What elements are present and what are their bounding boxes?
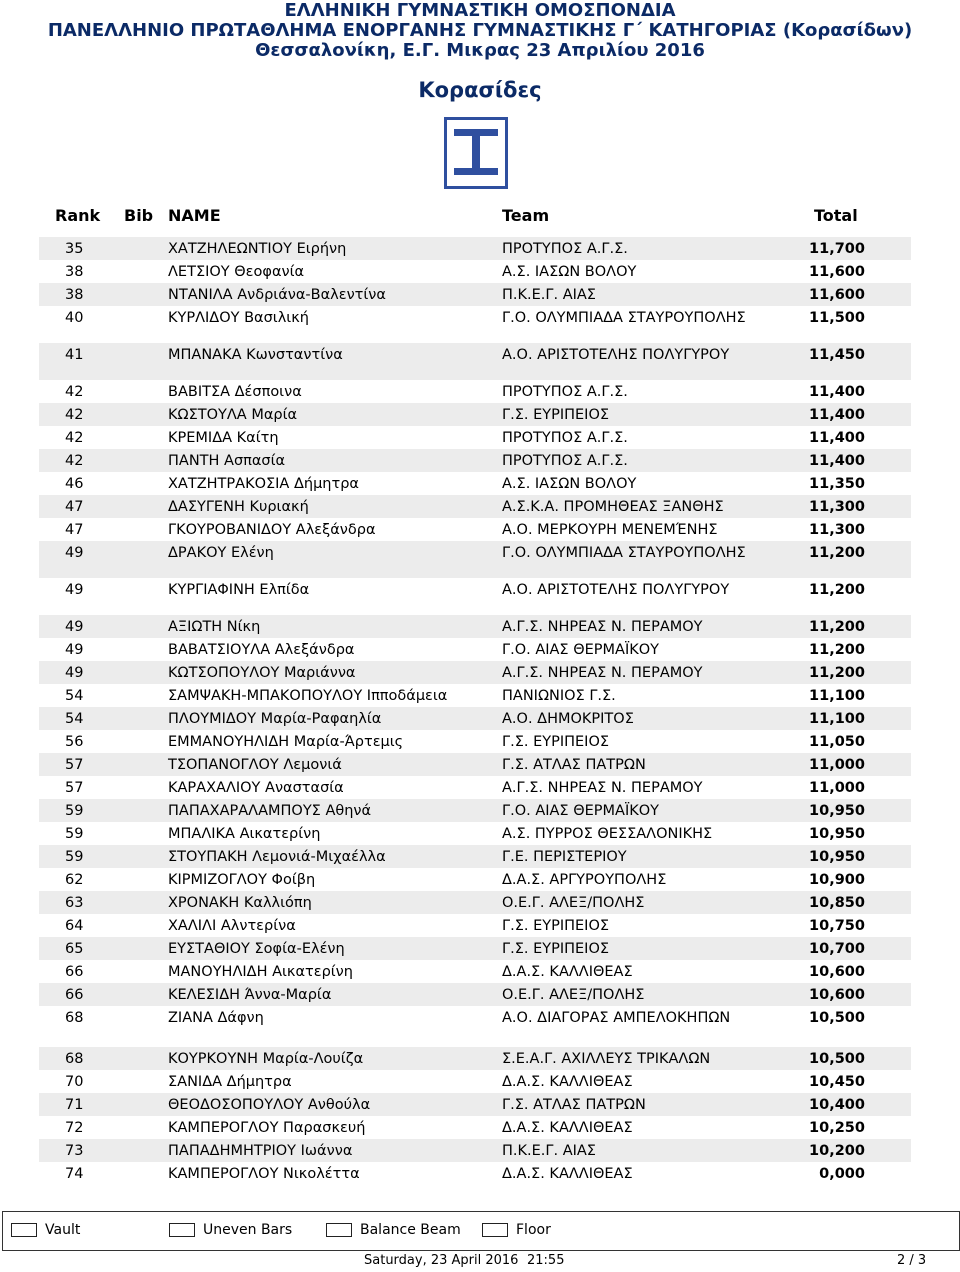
footer-date: Saturday, 23 April 2016 (364, 1253, 519, 1268)
footer-time: 21:55 (527, 1253, 565, 1268)
table-row (39, 1006, 911, 1047)
team-cell: ΠΑΝΙΩΝΙΟΣ Γ.Σ. (502, 688, 616, 704)
name-cell: ΠΑΠΑΔΗΜΗΤΡΙΟΥ Ιωάννα (168, 1143, 353, 1159)
rank-cell: 49 (65, 642, 84, 658)
rank-cell: 49 (65, 545, 84, 561)
column-header-rank: Rank (55, 206, 101, 225)
table-row (39, 306, 911, 343)
team-cell: Γ.Σ. ΕΥΡΙΠΕΙΟΣ (502, 918, 610, 934)
team-cell: ΠΡΟΤΥΠΟΣ Α.Γ.Σ. (502, 430, 628, 446)
table-row (39, 380, 911, 403)
name-cell: ΝΤΑΝΙΛΑ Ανδριάνα-Βαλεντίνα (168, 287, 386, 303)
rank-cell: 68 (65, 1010, 84, 1026)
table-row (39, 1139, 911, 1162)
championship-title: ΠΑΝΕΛΛΗΝΙΟ ΠΡΩΤΑΘΛΗΜΑ ΕΝΟΡΓΑΝΗΣ ΓΥΜΝΑΣΤΙΚΗΣ Γ΄ ΚΑΤΗΓΟΡΙΑΣ (Κορασίδων) (47, 20, 913, 41)
table-row (39, 1047, 911, 1070)
total-cell: 0,000 (819, 1166, 865, 1182)
rank-cell: 42 (65, 384, 84, 400)
results-table (39, 237, 911, 1185)
total-cell: 10,850 (809, 895, 865, 911)
name-cell: ΤΣΟΠΑΝΟΓΛΟΥ Λεμονιά (168, 757, 342, 773)
legend-swatch (326, 1223, 352, 1237)
table-row (39, 541, 911, 578)
name-cell: ΓΚΟΥΡΟΒΑΝΙΔΟΥ Αλεξάνδρα (168, 522, 376, 538)
rank-cell: 35 (65, 241, 84, 257)
total-cell: 11,300 (809, 522, 865, 538)
total-cell: 11,200 (809, 545, 865, 561)
table-row (39, 237, 911, 260)
team-cell: Γ.Σ. ΑΤΛΑΣ ΠΑΤΡΩΝ (502, 1097, 646, 1113)
rank-cell: 47 (65, 499, 84, 515)
table-row (39, 868, 911, 891)
table-row (39, 661, 911, 684)
venue-date: Θεσσαλονίκη, Ε.Γ. Μικρας 23 Απριλίου 2016 (255, 40, 705, 61)
team-cell: Α.Σ.Κ.Α. ΠΡΟΜΗΘΕΑΣ ΞΑΝΘΗΣ (502, 499, 724, 515)
rank-cell: 62 (65, 872, 84, 888)
table-row (39, 449, 911, 472)
team-cell: ΠΡΟΤΥΠΟΣ Α.Γ.Σ. (502, 453, 628, 469)
total-cell: 11,050 (809, 734, 865, 750)
rank-cell: 49 (65, 582, 84, 598)
team-cell: Α.Σ. ΙΑΣΩΝ ΒΟΛΟΥ (502, 264, 637, 280)
total-cell: 11,000 (809, 780, 865, 796)
total-cell: 11,500 (809, 310, 865, 326)
table-row (39, 845, 911, 868)
legend-label: Vault (45, 1222, 81, 1238)
column-header-team: Team (502, 206, 550, 225)
total-cell: 10,500 (809, 1010, 865, 1026)
rank-cell: 42 (65, 430, 84, 446)
name-cell: ΣΑΝΙΔΑ Δήμητρα (168, 1074, 292, 1090)
team-cell: ΠΡΟΤΥΠΟΣ Α.Γ.Σ. (502, 241, 628, 257)
rank-cell: 66 (65, 964, 84, 980)
total-cell: 11,000 (809, 757, 865, 773)
name-cell: ΚΙΡΜΙΖΟΓΛΟΥ Φοίβη (168, 872, 316, 888)
name-cell: ΧΑΛΙΛΙ Αλντερίνα (168, 918, 296, 934)
table-row (39, 1070, 911, 1093)
team-cell: Γ.Ε. ΠΕΡΙΣΤΕΡΙΟΥ (502, 849, 627, 865)
legend-item-uneven-bars (169, 1222, 292, 1238)
legend-item-vault (11, 1222, 80, 1238)
table-row (39, 472, 911, 495)
table-row (39, 578, 911, 615)
total-cell: 11,200 (809, 642, 865, 658)
category-title: Κορασίδες (418, 78, 542, 102)
rank-cell: 38 (65, 287, 84, 303)
total-cell: 10,700 (809, 941, 865, 957)
table-row (39, 891, 911, 914)
rank-cell: 68 (65, 1051, 84, 1067)
total-cell: 10,750 (809, 918, 865, 934)
table-row (39, 1093, 911, 1116)
name-cell: ΕΜΜΑΝΟΥΗΛΙΔΗ Μαρία-Άρτεμις (168, 734, 404, 750)
rank-cell: 54 (65, 711, 84, 727)
total-cell: 11,350 (809, 476, 865, 492)
table-row (39, 518, 911, 541)
name-cell: ΕΥΣΤΑΘΙΟΥ Σοφία-Ελένη (168, 941, 345, 957)
team-cell: Α.Γ.Σ. ΝΗΡΕΑΣ Ν. ΠΕΡΑΜΟΥ (502, 780, 703, 796)
apparatus-logo-icon (444, 117, 508, 189)
team-cell: Γ.Σ. ΕΥΡΙΠΕΙΟΣ (502, 734, 610, 750)
table-row (39, 403, 911, 426)
name-cell: ΜΑΝΟΥΗΛΙΔΗ Αικατερίνη (168, 964, 353, 980)
team-cell: Δ.Α.Σ. ΚΑΛΛΙΘΕΑΣ (502, 964, 633, 980)
name-cell: ΧΑΤΖΗΛΕΩΝΤΙΟΥ Ειρήνη (168, 241, 347, 257)
table-row (39, 822, 911, 845)
team-cell: Γ.Σ. ΕΥΡΙΠΕΙΟΣ (502, 407, 610, 423)
table-row (39, 1162, 911, 1185)
team-cell: Γ.Ο. ΑΙΑΣ ΘΕΡΜΑΪΚΟΥ (502, 642, 660, 658)
apparatus-legend (2, 1211, 960, 1251)
team-cell: Γ.Ο. ΑΙΑΣ ΘΕΡΜΑΪΚΟΥ (502, 803, 660, 819)
name-cell: ΠΛΟΥΜΙΔΟΥ Μαρία-Ραφαηλία (168, 711, 382, 727)
name-cell: ΚΟΥΡΚΟΥΝΗ Μαρία-Λουίζα (168, 1051, 364, 1067)
name-cell: ΔΡΑΚΟΥ Ελένη (168, 545, 274, 561)
legend-label: Uneven Bars (203, 1222, 293, 1238)
team-cell: Π.Κ.Ε.Γ. ΑΙΑΣ (502, 1143, 596, 1159)
rank-cell: 42 (65, 453, 84, 469)
rank-cell: 42 (65, 407, 84, 423)
name-cell: ΣΑΜΨΑΚΗ-ΜΠΑΚΟΠΟΥΛΟΥ Ιπποδάμεια (168, 688, 448, 704)
table-row (39, 730, 911, 753)
footer-page: 2 / 3 (897, 1253, 927, 1268)
table-row (39, 776, 911, 799)
team-cell: Γ.Σ. ΕΥΡΙΠΕΙΟΣ (502, 941, 610, 957)
name-cell: ΖΙΑΝΑ Δάφνη (168, 1010, 264, 1026)
team-cell: Δ.Α.Σ. ΚΑΛΛΙΘΕΑΣ (502, 1120, 633, 1136)
team-cell: Α.Ο. ΑΡΙΣΤΟΤΕΛΗΣ ΠΟΛΥΓΥΡΟΥ (502, 582, 730, 598)
table-row (39, 426, 911, 449)
total-cell: 10,950 (809, 826, 865, 842)
name-cell: ΠΑΠΑΧΑΡΑΛΑΜΠΟΥΣ Αθηνά (168, 803, 372, 819)
table-row (39, 937, 911, 960)
rank-cell: 56 (65, 734, 84, 750)
table-row (39, 914, 911, 937)
rank-cell: 66 (65, 987, 84, 1003)
table-row (39, 753, 911, 776)
name-cell: ΚΥΡΛΙΔΟΥ Βασιλική (168, 310, 309, 326)
rank-cell: 74 (65, 1166, 84, 1182)
total-cell: 11,600 (809, 264, 865, 280)
total-cell: 10,500 (809, 1051, 865, 1067)
federation-title: ΕΛΛΗΝΙΚΗ ΓΥΜΝΑΣΤΙΚΗ ΟΜΟΣΠΟΝΔΙΑ (284, 0, 676, 21)
team-cell: Α.Ο. ΔΙΑΓΟΡΑΣ ΑΜΠΕΛΟΚΗΠΩΝ (502, 1010, 731, 1026)
team-cell: ΠΡΟΤΥΠΟΣ Α.Γ.Σ. (502, 384, 628, 400)
name-cell: ΧΡΟΝΑΚΗ Καλλιόπη (168, 895, 312, 911)
table-row (39, 615, 911, 638)
total-cell: 11,400 (809, 453, 865, 469)
team-cell: Α.Γ.Σ. ΝΗΡΕΑΣ Ν. ΠΕΡΑΜΟΥ (502, 665, 703, 681)
legend-swatch (11, 1223, 37, 1237)
total-cell: 10,450 (809, 1074, 865, 1090)
rank-cell: 57 (65, 780, 84, 796)
table-row (39, 983, 911, 1006)
rank-cell: 71 (65, 1097, 84, 1113)
team-cell: Α.Ο. ΜΕΡΚΟΥΡΗ ΜΕΝΕΜΈΝΗΣ (502, 522, 718, 538)
name-cell: ΛΕΤΣΙΟΥ Θεοφανία (168, 264, 305, 280)
name-cell: ΠΑΝΤΗ Ασπασία (168, 453, 286, 469)
team-cell: Π.Κ.Ε.Γ. ΑΙΑΣ (502, 287, 596, 303)
legend-label: Floor (516, 1222, 551, 1238)
rank-cell: 64 (65, 918, 84, 934)
total-cell: 10,200 (809, 1143, 865, 1159)
column-header-name: NAME (168, 206, 221, 225)
team-cell: Α.Γ.Σ. ΝΗΡΕΑΣ Ν. ΠΕΡΑΜΟΥ (502, 619, 703, 635)
name-cell: ΘΕΟΔΟΣΟΠΟΥΛΟΥ Ανθούλα (168, 1097, 371, 1113)
total-cell: 10,950 (809, 803, 865, 819)
name-cell: ΚΕΛΕΣΙΔΗ Άννα-Μαρία (168, 987, 332, 1003)
rank-cell: 41 (65, 347, 84, 363)
team-cell: Α.Σ. ΠΥΡΡΟΣ ΘΕΣΣΑΛΟΝΙΚΗΣ (502, 826, 713, 842)
team-cell: Α.Σ. ΙΑΣΩΝ ΒΟΛΟΥ (502, 476, 637, 492)
total-cell: 10,600 (809, 987, 865, 1003)
team-cell: Σ.Ε.Α.Γ. ΑΧΙΛΛΕΥΣ ΤΡΙΚΑΛΩΝ (502, 1051, 711, 1067)
total-cell: 11,100 (809, 711, 865, 727)
name-cell: ΜΠΑΝΑΚΑ Κωνσταντίνα (168, 347, 343, 363)
legend-swatch (482, 1223, 508, 1237)
rank-cell: 47 (65, 522, 84, 538)
total-cell: 10,950 (809, 849, 865, 865)
name-cell: ΚΑΡΑΧΑΛΙΟΥ Αναστασία (168, 780, 344, 796)
table-row (39, 495, 911, 518)
legend-label: Balance Beam (360, 1222, 461, 1238)
rank-cell: 59 (65, 849, 84, 865)
table-row (39, 638, 911, 661)
team-cell: Ο.Ε.Γ. ΑΛΕΞ/ΠΟΛΗΣ (502, 895, 645, 911)
rank-cell: 54 (65, 688, 84, 704)
rank-cell: 59 (65, 803, 84, 819)
name-cell: ΚΩΣΤΟΥΛΑ Μαρία (168, 407, 298, 423)
rank-cell: 73 (65, 1143, 84, 1159)
team-cell: Γ.Ο. ΟΛΥΜΠΙΑΔΑ ΣΤΑΥΡΟΥΠΟΛΗΣ (502, 310, 746, 326)
total-cell: 10,250 (809, 1120, 865, 1136)
name-cell: ΚΩΤΣΟΠΟΥΛΟΥ Μαριάννα (168, 665, 356, 681)
name-cell: ΚΑΜΠΕΡΟΓΛΟΥ Παρασκευή (168, 1120, 366, 1136)
total-cell: 11,450 (809, 347, 865, 363)
rank-cell: 49 (65, 665, 84, 681)
rank-cell: 59 (65, 826, 84, 842)
table-row (39, 1116, 911, 1139)
legend-swatch (169, 1223, 195, 1237)
name-cell: ΣΤΟΥΠΑΚΗ Λεμονιά-Μιχαέλλα (168, 849, 386, 865)
rank-cell: 46 (65, 476, 84, 492)
total-cell: 11,400 (809, 430, 865, 446)
name-cell: ΜΠΑΛΙΚΑ Αικατερίνη (168, 826, 321, 842)
name-cell: ΚΑΜΠΕΡΟΓΛΟΥ Νικολέττα (168, 1166, 360, 1182)
team-cell: Δ.Α.Σ. ΚΑΛΛΙΘΕΑΣ (502, 1166, 633, 1182)
table-row (39, 283, 911, 306)
name-cell: ΒΑΒΑΤΣΙΟΥΛΑ Αλεξάνδρα (168, 642, 355, 658)
rank-cell: 70 (65, 1074, 84, 1090)
total-cell: 11,300 (809, 499, 865, 515)
rank-cell: 65 (65, 941, 84, 957)
rank-cell: 57 (65, 757, 84, 773)
total-cell: 10,900 (809, 872, 865, 888)
total-cell: 10,400 (809, 1097, 865, 1113)
total-cell: 11,200 (809, 665, 865, 681)
table-row (39, 707, 911, 730)
rank-cell: 72 (65, 1120, 84, 1136)
column-header-total: Total (814, 206, 858, 225)
total-cell: 11,400 (809, 407, 865, 423)
legend-item-balance-beam (326, 1222, 461, 1238)
rank-cell: 38 (65, 264, 84, 280)
table-row (39, 799, 911, 822)
team-cell: Γ.Ο. ΟΛΥΜΠΙΑΔΑ ΣΤΑΥΡΟΥΠΟΛΗΣ (502, 545, 746, 561)
table-row (39, 960, 911, 983)
total-cell: 11,600 (809, 287, 865, 303)
name-cell: ΚΡΕΜΙΔΑ Καίτη (168, 430, 279, 446)
total-cell: 11,200 (809, 619, 865, 635)
rank-cell: 63 (65, 895, 84, 911)
name-cell: ΑΞΙΩΤΗ Νίκη (168, 619, 261, 635)
name-cell: ΒΑΒΙΤΣΑ Δέσποινα (168, 384, 302, 400)
total-cell: 11,100 (809, 688, 865, 704)
team-cell: Ο.Ε.Γ. ΑΛΕΞ/ΠΟΛΗΣ (502, 987, 645, 1003)
total-cell: 10,600 (809, 964, 865, 980)
team-cell: Γ.Σ. ΑΤΛΑΣ ΠΑΤΡΩΝ (502, 757, 646, 773)
team-cell: Δ.Α.Σ. ΑΡΓΥΡΟΥΠΟΛΗΣ (502, 872, 667, 888)
team-cell: Δ.Α.Σ. ΚΑΛΛΙΘΕΑΣ (502, 1074, 633, 1090)
name-cell: ΚΥΡΓΙΑΦΙΝΗ Ελπίδα (168, 582, 310, 598)
legend-item-floor (482, 1222, 551, 1238)
team-cell: Α.Ο. ΔΗΜΟΚΡΙΤΟΣ (502, 711, 634, 727)
total-cell: 11,400 (809, 384, 865, 400)
table-row (39, 260, 911, 283)
rank-cell: 49 (65, 619, 84, 635)
total-cell: 11,700 (809, 241, 865, 257)
total-cell: 11,200 (809, 582, 865, 598)
name-cell: ΧΑΤΖΗΤΡΑΚΟΣΙΑ Δήμητρα (168, 476, 359, 492)
rank-cell: 40 (65, 310, 84, 326)
table-row (39, 684, 911, 707)
column-header-bib: Bib (124, 206, 154, 225)
team-cell: Α.Ο. ΑΡΙΣΤΟΤΕΛΗΣ ΠΟΛΥΓΥΡΟΥ (502, 347, 730, 363)
table-row (39, 343, 911, 380)
name-cell: ΔΑΣΥΓΕΝΗ Κυριακή (168, 499, 309, 515)
